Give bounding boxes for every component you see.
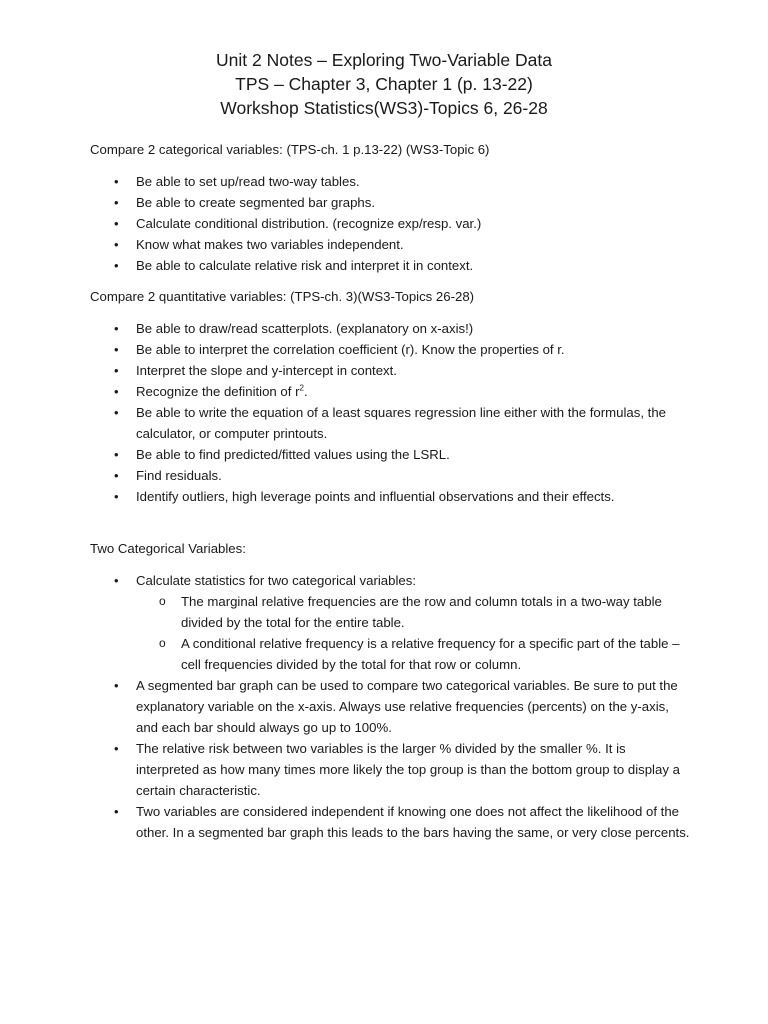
bullet-icon: • <box>114 216 119 231</box>
bullet-icon: • <box>114 447 119 462</box>
sub-list-item: o A conditional relative frequency is a relative frequency for a specific part of the table – cell frequencies divided by the total for that row or column. <box>136 633 690 675</box>
list-item: • A segmented bar graph can be used to compare two categorical variables. Be sure to put the explanatory variable on the x-axis. Always use relative frequencies (percents) on the y-axis, and each bar should always go up to 100%. <box>90 675 690 738</box>
bullet-icon: • <box>114 468 119 483</box>
list-item: • Be able to set up/read two-way tables. <box>90 171 690 192</box>
list-item: • Be able to find predicted/fitted values using the LSRL. <box>90 444 690 465</box>
section-1-heading: Compare 2 categorical variables: (TPS-ch. 1 p.13-22) (WS3-Topic 6) <box>90 142 490 157</box>
superscript: 2 <box>299 383 304 393</box>
list-item: • Find residuals. <box>90 465 690 486</box>
bullet-icon: • <box>114 321 119 336</box>
title-line-2: TPS – Chapter 3, Chapter 1 (p. 13-22) <box>235 74 533 94</box>
bullet-icon: • <box>114 804 119 819</box>
title-block <box>0 48 768 120</box>
bullet-icon: • <box>114 195 119 210</box>
bullet-icon: • <box>114 741 119 756</box>
bullet-icon: • <box>114 384 119 399</box>
section-2-list <box>90 318 690 507</box>
list-item: • Calculate conditional distribution. (recognize exp/resp. var.) <box>90 213 690 234</box>
list-item: • Be able to create segmented bar graphs. <box>90 192 690 213</box>
section-3-list <box>90 570 690 843</box>
bullet-icon: • <box>114 342 119 357</box>
title-line-3: Workshop Statistics(WS3)-Topics 6, 26-28 <box>220 98 548 118</box>
circle-bullet-icon: o <box>159 636 166 650</box>
list-item: • Two variables are considered independent if knowing one does not affect the likelihood of the other. In a segmented bar graph this leads to the bars having the same, or very close percents. <box>90 801 690 843</box>
section-1-list <box>90 171 690 276</box>
section-3-heading: Two Categorical Variables: <box>90 541 246 556</box>
list-item: • Recognize the definition of $r^2$. <box>90 381 690 402</box>
list-item: • Calculate statistics for two categorical variables: o The marginal relative frequencies are the row and column totals in a two-way table divided by the total for the entire table. o A conditional relative frequency is a relative frequency for a specific part of the table – cell frequencies divided by the total for that row or column. <box>90 570 690 675</box>
section-2-heading: Compare 2 quantitative variables: (TPS-ch. 3)(WS3-Topics 26-28) <box>90 289 475 304</box>
bullet-icon: • <box>114 237 119 252</box>
sub-list-item: o The marginal relative frequencies are the row and column totals in a two-way table divided by the total for the entire table. <box>136 591 690 633</box>
list-item: • Know what makes two variables independent. <box>90 234 690 255</box>
bullet-icon: • <box>114 363 119 378</box>
sub-list <box>136 591 690 675</box>
bullet-icon: • <box>114 405 119 420</box>
list-item: • Interpret the slope and y-intercept in context. <box>90 360 690 381</box>
bullet-icon: • <box>114 258 119 273</box>
bullet-icon: • <box>114 174 119 189</box>
bullet-icon: • <box>114 489 119 504</box>
circle-bullet-icon: o <box>159 594 166 608</box>
list-item: • Be able to interpret the correlation coefficient (r). Know the properties of r. <box>90 339 690 360</box>
bullet-icon: • <box>114 678 119 693</box>
list-item: • Be able to write the equation of a least squares regression line either with the formulas, the calculator, or computer printouts. <box>90 402 690 444</box>
list-item: • Be able to calculate relative risk and interpret it in context. <box>90 255 690 276</box>
list-item: • Be able to draw/read scatterplots. (explanatory on x-axis!) <box>90 318 690 339</box>
list-item: • Identify outliers, high leverage points and influential observations and their effects. <box>90 486 690 507</box>
title-line-1: Unit 2 Notes – Exploring Two-Variable Data <box>216 50 552 70</box>
bullet-icon: • <box>114 573 119 588</box>
list-item: • The relative risk between two variables is the larger % divided by the smaller %. It is interpreted as how many times more likely the top group is than the bottom group to display a certain characteristic. <box>90 738 690 801</box>
